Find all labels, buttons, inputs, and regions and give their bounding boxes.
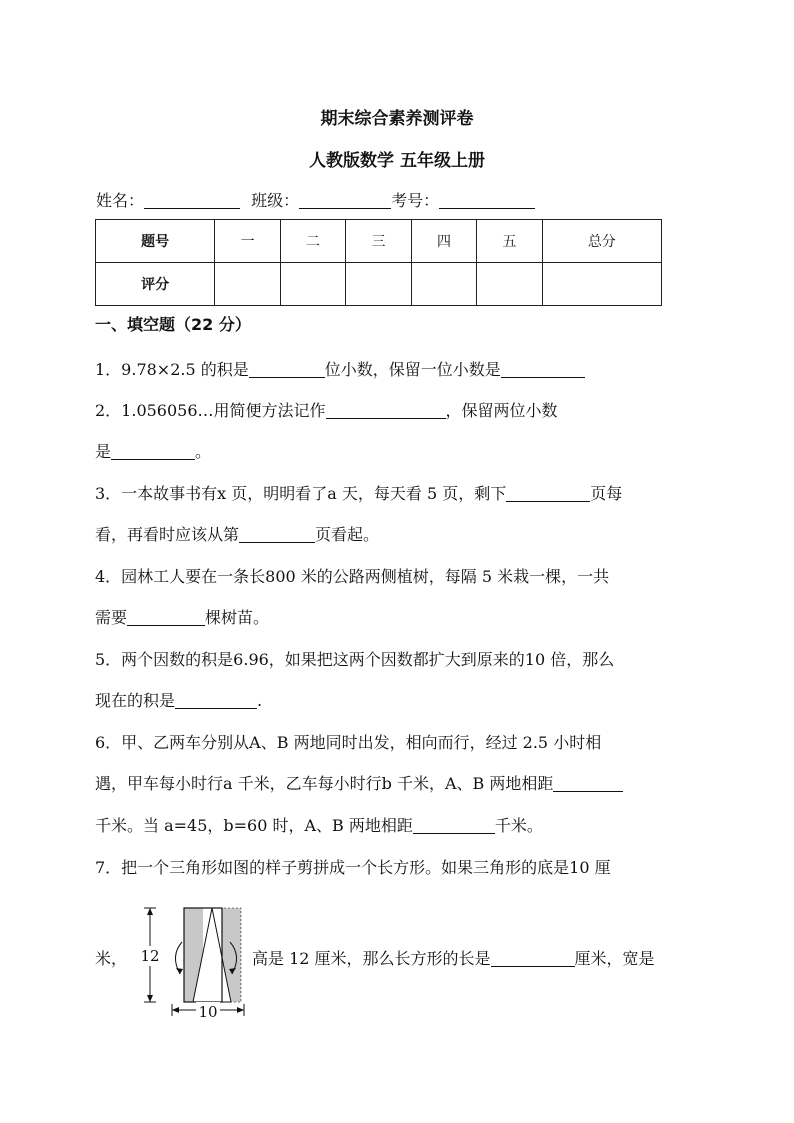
q3-text-b: 页每 xyxy=(590,484,623,503)
q6-blank-2[interactable] xyxy=(413,817,495,834)
question-6-cont-1 xyxy=(95,771,623,794)
total-header: 总分 xyxy=(542,220,661,263)
q4-text-a: 4．园林工人要在一条长800 米的公路两侧植树，每隔 5 米栽一棵，一共 xyxy=(95,567,610,586)
q4-text-b: 需要 xyxy=(95,608,128,627)
q3-text-c: 看，再看时应该从第 xyxy=(95,525,240,544)
q6-text-c: 千米。当 a=45，b=60 时，A、B 两地相距 xyxy=(95,816,413,835)
question-3 xyxy=(95,481,622,504)
student-info-line xyxy=(96,188,535,211)
q4-text-c: 棵树苗。 xyxy=(205,608,270,627)
q5-text-c: . xyxy=(257,691,263,710)
height-arrow-up xyxy=(147,908,153,915)
base-arrow-right xyxy=(237,1007,244,1013)
score-cell-total[interactable] xyxy=(542,263,661,306)
question-4 xyxy=(95,564,609,587)
base-arrow-left xyxy=(172,1007,179,1013)
q2-text-d: 。 xyxy=(195,442,212,461)
exam-subtitle: 人教版数学 五年级上册 xyxy=(309,151,485,171)
question-3-cont xyxy=(95,522,379,545)
q1-blank-1[interactable] xyxy=(249,361,325,378)
class-blank[interactable] xyxy=(299,192,391,209)
q2-text-b: ，保留两位小数 xyxy=(445,401,558,420)
q7-text-c: 高是 12 厘米，那么长方形的长是 xyxy=(252,949,491,968)
q3-text-d: 页看起。 xyxy=(315,525,380,544)
col-header-5: 五 xyxy=(477,220,542,263)
triangle-rectangle-figure xyxy=(136,902,248,1020)
score-cell-1[interactable] xyxy=(215,263,280,306)
q1-text-b: 位小数，保留一位小数是 xyxy=(324,360,501,379)
col-header-2: 二 xyxy=(280,220,345,263)
question-7 xyxy=(95,855,611,878)
score-table xyxy=(95,219,662,306)
q7-blank-1[interactable] xyxy=(491,950,575,967)
question-6-cont-2 xyxy=(95,813,543,836)
q2-text-c: 是 xyxy=(95,442,112,461)
q3-blank-2[interactable] xyxy=(239,526,315,543)
col-header-1: 一 xyxy=(215,220,280,263)
base-label: 10 xyxy=(198,1003,218,1020)
q2-blank-1[interactable] xyxy=(326,402,446,419)
name-blank[interactable] xyxy=(144,192,240,209)
question-5 xyxy=(95,647,614,670)
class-label: 班级： xyxy=(251,191,300,210)
question-4-cont xyxy=(95,605,269,628)
exam-no-blank[interactable] xyxy=(439,192,535,209)
question-7-cont-b xyxy=(252,946,655,969)
exam-title: 期末综合素养测评卷 xyxy=(320,109,474,129)
score-cell-2[interactable] xyxy=(280,263,345,306)
q7-text-b: 米， xyxy=(95,949,128,968)
question-1 xyxy=(95,357,585,380)
question-6 xyxy=(95,730,601,753)
question-5-cont xyxy=(95,688,262,711)
section-heading: 一、填空题（22 分） xyxy=(95,315,251,334)
score-cell-5[interactable] xyxy=(477,263,542,306)
col-header-4: 四 xyxy=(411,220,476,263)
score-table-header-row xyxy=(96,220,662,263)
height-arrow-down xyxy=(147,995,153,1002)
question-2-cont xyxy=(95,439,211,462)
score-cell-4[interactable] xyxy=(411,263,476,306)
height-label: 12 xyxy=(140,947,160,965)
score-row-label: 评分 xyxy=(96,263,215,306)
q6-text-a: 6．甲、乙两车分别从A、B 两地同时出发，相向而行，经过 2.5 小时相 xyxy=(95,733,602,752)
q2-blank-2[interactable] xyxy=(111,443,195,460)
q6-blank-1[interactable] xyxy=(553,775,623,792)
q1-blank-2[interactable] xyxy=(501,361,585,378)
score-table-score-row xyxy=(96,263,662,306)
q5-text-b: 现在的积是 xyxy=(95,691,176,710)
q6-text-b: 遇，甲车每小时行a 千米，乙车每小时行b 千米，A、B 两地相距 xyxy=(95,774,554,793)
left-rotate-arrowhead xyxy=(176,968,183,974)
score-cell-3[interactable] xyxy=(346,263,411,306)
q6-text-d: 千米。 xyxy=(494,816,543,835)
q7-text-a: 7．把一个三角形如图的样子剪拼成一个长方形。如果三角形的底是10 厘 xyxy=(95,858,611,877)
q2-text-a: 2．1.056056…用简便方法记作 xyxy=(95,401,326,420)
q7-text-d: 厘米，宽是 xyxy=(574,949,655,968)
q3-blank-1[interactable] xyxy=(506,485,590,502)
col-header-3: 三 xyxy=(346,220,411,263)
q5-blank[interactable] xyxy=(175,692,257,709)
q5-text-a: 5．两个因数的积是6.96，如果把这两个因数都扩大到原来的10 倍，那么 xyxy=(95,650,615,669)
question-7-cont-a xyxy=(95,946,127,969)
name-label: 姓名： xyxy=(96,191,145,210)
q3-text-a: 3．一本故事书有x 页，明明看了a 天，每天看 5 页，剩下 xyxy=(95,484,507,503)
question-no-header: 题号 xyxy=(96,220,215,263)
question-2 xyxy=(95,398,558,421)
exam-no-label: 考号： xyxy=(391,191,440,210)
q4-blank[interactable] xyxy=(127,609,205,626)
q1-text-a: 1．9.78×2.5 的积是 xyxy=(95,360,249,379)
